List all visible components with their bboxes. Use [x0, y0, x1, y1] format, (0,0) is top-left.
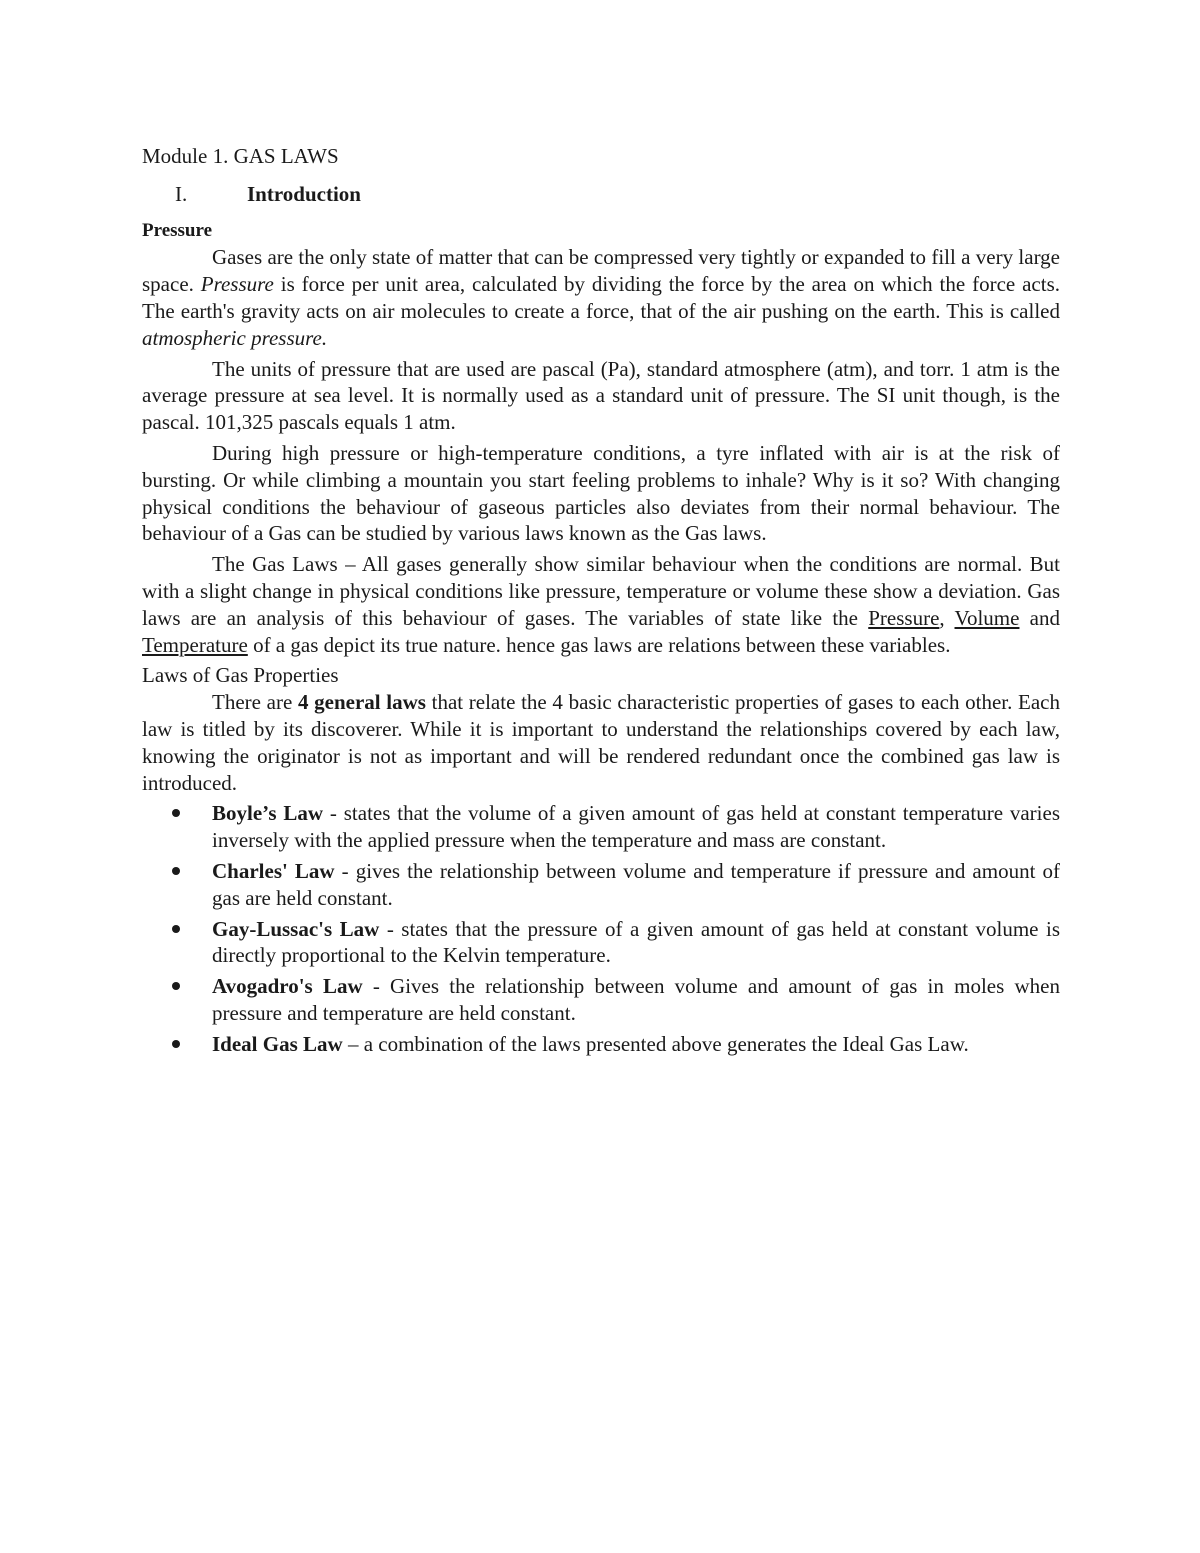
p5-bold-general-laws: 4 general laws [297, 690, 426, 715]
laws-list [142, 800, 1060, 1057]
law-description: - Gives the relationship between volume and amount of gas in moles when pressure and temperature are held constant. [212, 974, 1060, 1025]
p1-italic-atmospheric: atmospheric pressure. [142, 325, 328, 350]
bullet-icon [172, 925, 180, 933]
p1-text-b: is force per unit area, calculated by dividing the force by the area on which the force acts. The earth's gravity acts on air molecules to create a force, that of the air pushing on the earth. This is called [142, 272, 1060, 323]
p4-sep-1: , [939, 605, 955, 630]
p4-text-a: The Gas Laws – All gases generally show similar behaviour when the conditions are normal. But with a slight change in physical conditions like pressure, temperature or volume these show a deviation. Gas laws are an analysis of this behaviour of gases. The variables of state like the [142, 552, 1060, 630]
law-description: - states that the volume of a given amount of gas held at constant temperature varies inversely with the applied pressure when the temperature and mass are constant. [212, 801, 1060, 853]
law-name: Ideal Gas Law [212, 1031, 343, 1056]
section-title: Introduction [247, 181, 361, 206]
bullet-icon [172, 867, 180, 875]
p4-text-b: of a gas depict its true nature. hence gas laws are relations between these variables. [247, 632, 951, 657]
laws-intro-paragraph [142, 689, 1060, 796]
p1-text-a: Gases are the only state of matter that can be compressed very tightly or expanded to fill a very large space. [142, 245, 1060, 297]
law-name: Gay-Lussac's Law [212, 916, 380, 941]
law-name: Boyle’s Law [212, 801, 324, 826]
p4-sep-2: and [1019, 605, 1061, 630]
list-item-avogadros-law [142, 973, 1060, 1027]
bullet-icon [172, 1040, 180, 1048]
section-heading [142, 181, 1060, 208]
pressure-paragraph-3: During high pressure or high-temperature conditions, a tyre inflated with air is at the risk of bursting. Or while climbing a mountain you start feeling problems to inhale? Why is it so? With changing physical conditions the behaviour of gaseous particles also deviates from their normal behaviour. The behaviour of a Gas can be studied by various laws known as the Gas laws. [142, 440, 1060, 546]
laws-heading: Laws of Gas Properties [142, 663, 339, 688]
underlined-volume: Volume [954, 605, 1020, 630]
bullet-icon [172, 809, 180, 817]
pressure-paragraph-1 [142, 244, 1060, 351]
law-description: – a combination of the laws presented above generates the Ideal Gas Law. [342, 1031, 969, 1056]
pressure-paragraph-2: The units of pressure that are used are pascal (Pa), standard atmosphere (atm), and torr. 1 atm is the average pressure at sea level. It is normally used as a standard unit of pressure. The SI unit though, is the pascal. 101,325 pascals equals 1 atm. [142, 356, 1060, 435]
pressure-heading: Pressure [142, 219, 213, 241]
law-name: Avogadro's Law [212, 974, 363, 999]
section-number: I. [175, 181, 188, 206]
law-description: - states that the pressure of a given amount of gas held at constant volume is directly proportional to the Kelvin temperature. [212, 916, 1060, 968]
p5-text-a: There are [212, 690, 298, 715]
list-item-charles-law [142, 858, 1060, 912]
law-name: Charles' Law [212, 858, 335, 883]
module-title: Module 1. GAS LAWS [142, 144, 339, 168]
underlined-pressure: Pressure [868, 605, 940, 630]
gas-laws-paragraph [142, 551, 1060, 658]
p1-italic-pressure: Pressure [200, 272, 274, 297]
p5-text-b: that relate the 4 basic characteristic properties of gases to each other. Each law is titled by its discoverer. While it is important to understand the relationships covered by each law, knowing the originator is not as important and will be rendered redundant once the combined gas law is introduced. [142, 690, 1060, 795]
list-item-boyles-law [142, 800, 1060, 854]
underlined-temperature: Temperature [142, 632, 248, 657]
law-description: - gives the relationship between volume and temperature if pressure and amount of gas are held constant. [212, 858, 1060, 910]
list-item-ideal-gas-law [142, 1031, 1060, 1058]
list-item-gay-lussacs-law [142, 916, 1060, 970]
bullet-icon [172, 982, 180, 990]
